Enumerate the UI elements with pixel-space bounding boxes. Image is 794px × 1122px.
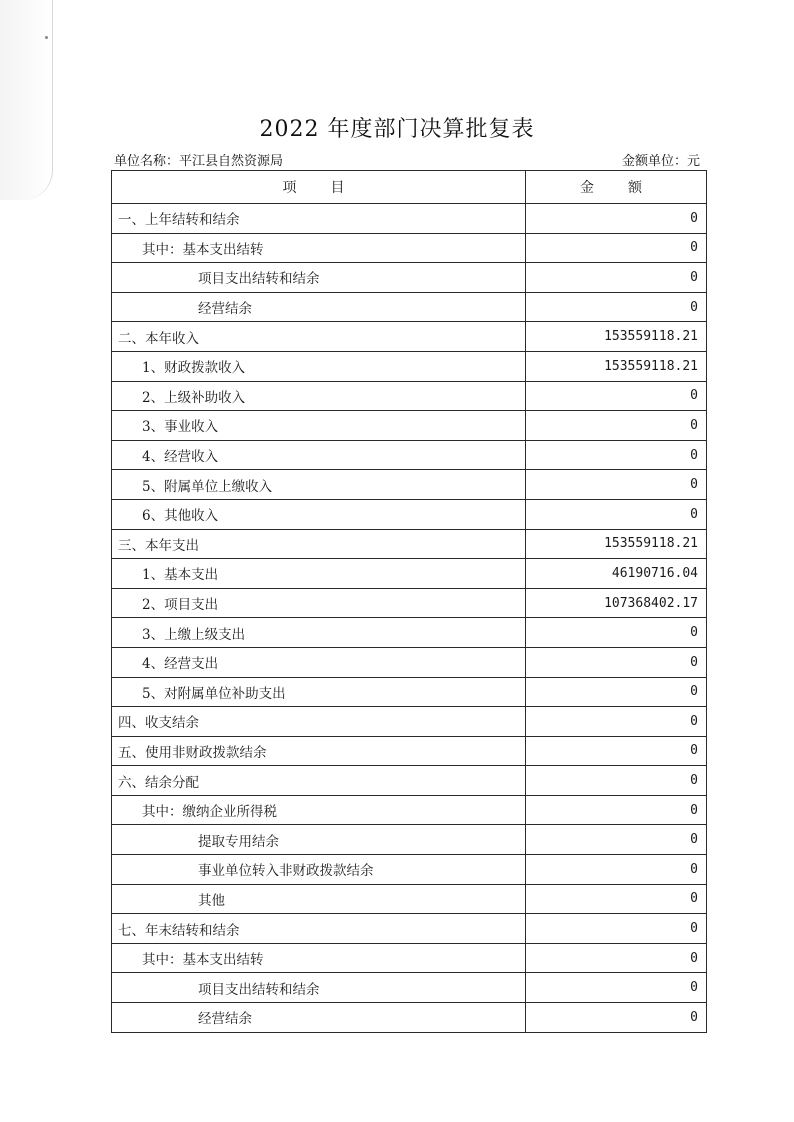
row-item-label: 经营结余 <box>112 1003 526 1033</box>
row-item-label: 5、对附属单位补助支出 <box>112 677 526 707</box>
table-row <box>112 233 707 263</box>
table-row <box>112 647 707 677</box>
unit-name-label: 单位名称：平江县自然资源局 <box>114 154 284 169</box>
row-amount: 0 <box>526 855 707 885</box>
row-amount: 0 <box>526 263 707 293</box>
table-row <box>112 795 707 825</box>
table-row <box>112 529 707 559</box>
table-row <box>112 411 707 441</box>
row-item-label: 二、本年收入 <box>112 322 526 352</box>
row-amount: 0 <box>526 736 707 766</box>
row-amount: 0 <box>526 411 707 441</box>
table-row <box>112 766 707 796</box>
row-item-label: 三、本年支出 <box>112 529 526 559</box>
row-item-label: 项目支出结转和结余 <box>112 263 526 293</box>
row-amount: 0 <box>526 647 707 677</box>
row-amount: 0 <box>526 440 707 470</box>
currency-unit-label: 金额单位：元 <box>621 154 700 169</box>
table-row <box>112 855 707 885</box>
row-item-label: 5、附属单位上缴收入 <box>112 470 526 500</box>
row-item-label: 4、经营收入 <box>112 440 526 470</box>
row-amount: 0 <box>526 499 707 529</box>
row-item-label: 6、其他收入 <box>112 499 526 529</box>
table-row <box>112 381 707 411</box>
table-row <box>112 943 707 973</box>
row-amount: 153559118.21 <box>526 322 707 352</box>
row-item-label: 七、年末结转和结余 <box>112 914 526 944</box>
table-row <box>112 973 707 1003</box>
row-amount: 0 <box>526 677 707 707</box>
budget-approval-table <box>111 170 707 1033</box>
row-item-label: 六、结余分配 <box>112 766 526 796</box>
row-amount: 0 <box>526 470 707 500</box>
table-row <box>112 204 707 234</box>
row-amount: 0 <box>526 707 707 737</box>
table-row <box>112 825 707 855</box>
row-amount: 153559118.21 <box>526 529 707 559</box>
table-row <box>112 351 707 381</box>
row-item-label: 经营结余 <box>112 292 526 322</box>
row-item-label: 1、财政拨款收入 <box>112 351 526 381</box>
table-row <box>112 736 707 766</box>
table-body <box>112 204 707 1033</box>
row-amount: 0 <box>526 914 707 944</box>
row-item-label: 四、收支结余 <box>112 707 526 737</box>
scan-page-edge <box>0 0 53 200</box>
table-row <box>112 559 707 589</box>
header-item: 项 目 <box>112 171 526 204</box>
row-item-label: 3、事业收入 <box>112 411 526 441</box>
row-item-label: 1、基本支出 <box>112 559 526 589</box>
row-amount: 0 <box>526 973 707 1003</box>
row-item-label: 其中：缴纳企业所得税 <box>112 795 526 825</box>
row-item-label: 3、上缴上级支出 <box>112 618 526 648</box>
row-item-label: 4、经营支出 <box>112 647 526 677</box>
table-row <box>112 322 707 352</box>
row-item-label: 其中：基本支出结转 <box>112 943 526 973</box>
row-item-label: 事业单位转入非财政拨款结余 <box>112 855 526 885</box>
row-amount: 46190716.04 <box>526 559 707 589</box>
row-amount: 0 <box>526 292 707 322</box>
table-row <box>112 884 707 914</box>
row-amount: 0 <box>526 795 707 825</box>
row-amount: 0 <box>526 884 707 914</box>
header-amount: 金 额 <box>526 171 707 204</box>
row-item-label: 五、使用非财政拨款结余 <box>112 736 526 766</box>
table-row <box>112 618 707 648</box>
table-header-row <box>112 171 707 204</box>
table-row <box>112 677 707 707</box>
row-amount: 107368402.17 <box>526 588 707 618</box>
row-item-label: 一、上年结转和结余 <box>112 204 526 234</box>
table-row <box>112 263 707 293</box>
row-amount: 0 <box>526 204 707 234</box>
table-row <box>112 499 707 529</box>
row-item-label: 其中：基本支出结转 <box>112 233 526 263</box>
row-item-label: 其他 <box>112 884 526 914</box>
row-amount: 0 <box>526 233 707 263</box>
row-amount: 0 <box>526 825 707 855</box>
row-amount: 153559118.21 <box>526 351 707 381</box>
table-row <box>112 707 707 737</box>
row-amount: 0 <box>526 766 707 796</box>
row-amount: 0 <box>526 943 707 973</box>
row-amount: 0 <box>526 618 707 648</box>
row-item-label: 2、项目支出 <box>112 588 526 618</box>
document-title: 2022 年度部门决算批复表 <box>259 117 535 142</box>
table-row <box>112 914 707 944</box>
row-item-label: 项目支出结转和结余 <box>112 973 526 1003</box>
row-item-label: 2、上级补助收入 <box>112 381 526 411</box>
table-row <box>112 440 707 470</box>
row-amount: 0 <box>526 381 707 411</box>
row-item-label: 提取专用结余 <box>112 825 526 855</box>
table-row <box>112 1003 707 1033</box>
table-row <box>112 292 707 322</box>
table-row <box>112 588 707 618</box>
row-amount: 0 <box>526 1003 707 1033</box>
table-row <box>112 470 707 500</box>
scan-speck <box>45 36 48 39</box>
